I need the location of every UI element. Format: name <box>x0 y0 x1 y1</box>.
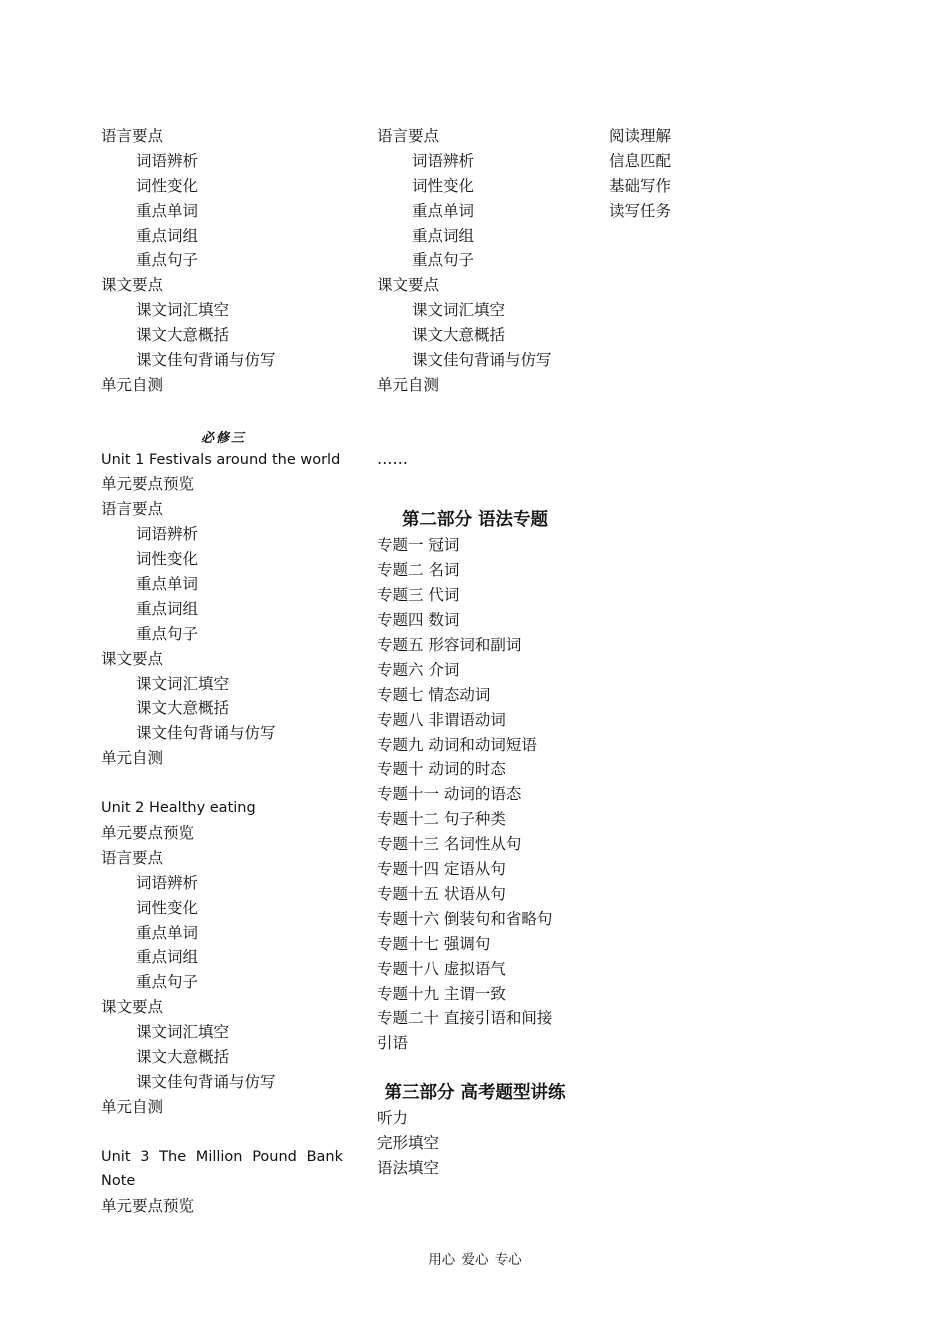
grammar-topic: 专题八 非谓语动词 <box>377 710 506 729</box>
toc-subitem: 词语辨析 <box>136 151 199 170</box>
toc-subitem: 词性变化 <box>136 176 199 195</box>
toc-subitem: 重点词组 <box>412 226 475 245</box>
toc-item: 单元自测 <box>101 749 164 768</box>
grammar-topic: 专题十五 状语从句 <box>377 884 506 903</box>
grammar-topic: 专题二 名词 <box>377 561 460 580</box>
unit3-title: Unit 3 The Million Pound Bank Note <box>101 1148 343 1190</box>
toc-subitem: 课文佳句背诵与仿写 <box>412 351 552 370</box>
ellipsis: …… <box>377 449 408 468</box>
toc-subitem: 重点词组 <box>136 226 199 245</box>
grammar-topic: 专题六 介词 <box>377 660 460 679</box>
toc-subitem: 重点单词 <box>412 201 475 220</box>
toc-subitem: 课文佳句背诵与仿写 <box>136 1072 276 1091</box>
toc-subitem: 词性变化 <box>136 550 199 569</box>
page-footer: 用心 爱心 专心 <box>428 1252 522 1268</box>
toc-subitem: 重点句子 <box>136 973 199 992</box>
toc-column-1 <box>101 124 346 1219</box>
toc-subitem: 词语辨析 <box>136 525 199 544</box>
grammar-topic: 专题五 形容词和副词 <box>377 636 522 655</box>
grammar-topic: 专题十一 动词的语态 <box>377 785 522 804</box>
grammar-topic-continued: 引语 <box>377 1034 409 1053</box>
part2-heading: 第二部分 语法专题 <box>401 510 549 531</box>
grammar-topic: 专题十八 虚拟语气 <box>377 959 506 978</box>
toc-item: 单元自测 <box>101 375 164 394</box>
toc-subitem: 课文佳句背诵与仿写 <box>136 351 276 370</box>
toc-item: 课文要点 <box>101 998 164 1017</box>
toc-subitem: 重点句子 <box>136 624 199 643</box>
exam-type: 信息匹配 <box>609 151 672 170</box>
grammar-topic: 专题一 冠词 <box>377 536 460 555</box>
grammar-topic: 专题十七 强调句 <box>377 934 491 953</box>
grammar-topic: 专题四 数词 <box>377 611 460 630</box>
toc-subitem: 课文大意概括 <box>136 1047 230 1066</box>
grammar-topic: 专题二十 直接引语和间接 <box>377 1009 553 1028</box>
exam-type: 阅读理解 <box>609 127 672 145</box>
toc-item: 单元自测 <box>377 375 440 394</box>
toc-item: 单元要点预览 <box>101 475 195 494</box>
toc-subitem: 课文词汇填空 <box>136 1023 230 1042</box>
exam-type: 读写任务 <box>609 201 672 220</box>
toc-item: 课文要点 <box>101 649 164 668</box>
toc-subitem: 词性变化 <box>412 176 475 195</box>
unit2-title: Unit 2 Healthy eating <box>101 800 256 817</box>
toc-subitem: 课文词汇填空 <box>136 674 230 693</box>
toc-subitem: 重点单词 <box>136 923 199 942</box>
grammar-topic: 专题十四 定语从句 <box>377 860 506 879</box>
grammar-topic: 专题十九 主谓一致 <box>377 984 506 1003</box>
toc-subitem: 重点句子 <box>412 251 475 270</box>
toc-item: 单元要点预览 <box>101 1197 195 1216</box>
toc-subitem: 重点词组 <box>136 948 199 967</box>
toc-subitem: 重点单词 <box>136 201 199 220</box>
toc-subitem: 词语辨析 <box>136 873 199 892</box>
toc-subitem: 课文大意概括 <box>136 326 230 345</box>
toc-subitem: 词语辨析 <box>412 151 475 170</box>
toc-column-3 <box>609 124 729 224</box>
grammar-topic: 专题十六 倒装句和省略句 <box>377 909 553 928</box>
toc-subitem: 课文佳句背诵与仿写 <box>136 724 276 743</box>
toc-item: 课文要点 <box>377 276 440 295</box>
grammar-topic: 专题十 动词的时态 <box>377 760 506 779</box>
toc-item: 语言要点 <box>377 127 440 145</box>
toc-column-2 <box>377 124 577 1181</box>
unit1-title: Unit 1 Festivals around the world <box>101 451 341 468</box>
toc-subitem: 课文词汇填空 <box>136 301 230 320</box>
toc-subitem: 重点句子 <box>136 251 199 270</box>
toc-item: 语言要点 <box>101 500 164 519</box>
toc-item: 课文要点 <box>101 276 164 295</box>
toc-subitem: 课文大意概括 <box>136 699 230 718</box>
toc-subitem: 重点词组 <box>136 599 199 618</box>
toc-item: 语言要点 <box>101 127 164 145</box>
toc-item: 单元要点预览 <box>101 823 195 842</box>
exam-type: 基础写作 <box>609 176 672 195</box>
section-title-bixiu3: 必修三 <box>200 430 246 446</box>
grammar-topic: 专题十二 句子种类 <box>377 810 506 829</box>
toc-subitem: 重点单词 <box>136 575 199 594</box>
grammar-topic: 专题七 情态动词 <box>377 685 491 704</box>
toc-subitem: 课文大意概括 <box>412 326 506 345</box>
toc-subitem: 词性变化 <box>136 898 199 917</box>
toc-item: 单元自测 <box>101 1097 164 1116</box>
toc-subitem: 课文词汇填空 <box>412 301 506 320</box>
grammar-topic: 专题十三 名词性从句 <box>377 835 522 854</box>
exam-type: 完形填空 <box>377 1133 440 1152</box>
grammar-topic: 专题三 代词 <box>377 586 460 605</box>
exam-type: 听力 <box>377 1109 409 1128</box>
exam-type: 语法填空 <box>377 1158 440 1177</box>
toc-item: 语言要点 <box>101 848 164 867</box>
grammar-topic: 专题九 动词和动词短语 <box>377 735 537 754</box>
part3-heading: 第三部分 高考题型讲练 <box>384 1083 566 1104</box>
